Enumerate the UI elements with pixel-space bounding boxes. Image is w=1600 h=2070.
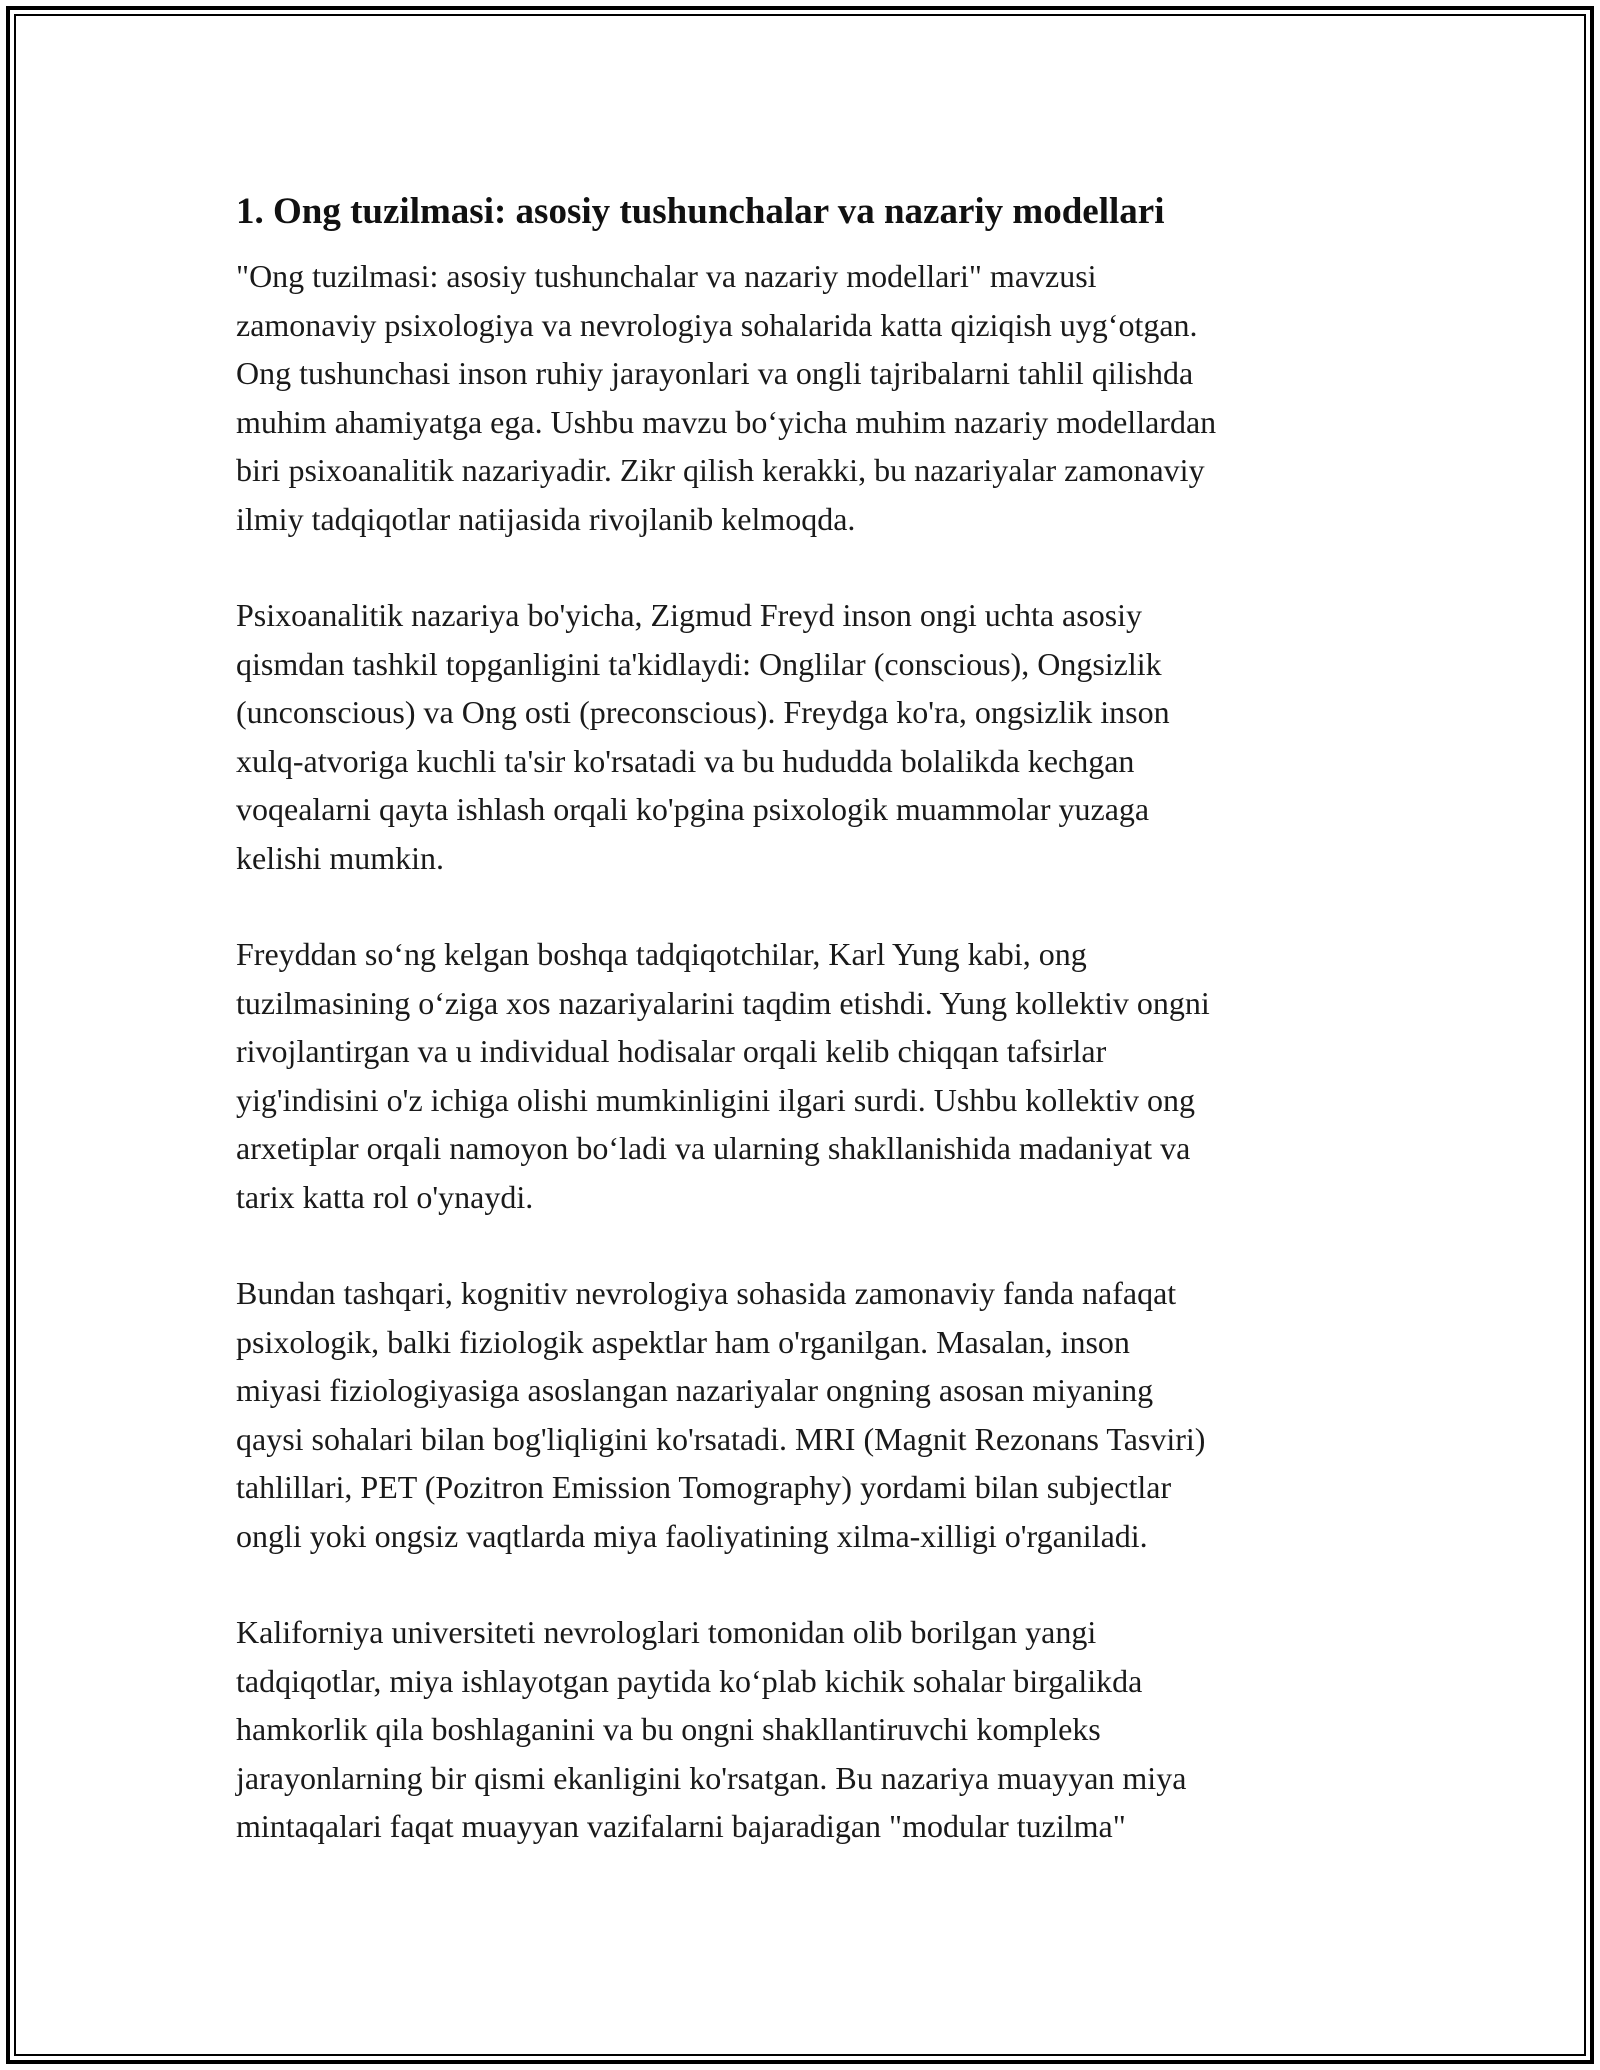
paragraph-line: rivojlantirgan va u individual hodisalar orqali kelib chiqqan tafsirlar — [236, 1033, 1107, 1069]
paragraph-line: Bundan tashqari, kognitiv nevrologiya sohasida zamonaviy fanda nafaqat — [236, 1275, 1177, 1311]
paragraph-line: "Ong tuzilmasi: asosiy tushunchalar va nazariy modellari" mavzusi — [236, 258, 1097, 294]
paragraph-line: tahlillari, PET (Pozitron Emission Tomography) yordami bilan subjectlar — [236, 1469, 1172, 1505]
paragraph-line: ilmiy tadqiqotlar natijasida rivojlanib kelmoqda. — [236, 500, 856, 537]
paragraph-line: psixologik, balki fiziologik aspektlar ham o'rganilgan. Masalan, inson — [236, 1323, 1130, 1360]
paragraph-2 — [236, 591, 1366, 882]
paragraph-line: qismdan tashkil topganligini ta'kidlaydi: Onglilar (conscious), Ongsizlik — [236, 645, 1162, 682]
paragraph-line: tarix katta rol o'ynaydi. — [236, 1178, 534, 1215]
paragraph-line: tadqiqotlar, miya ishlayotgan paytida ko‘plab kichik sohalar birgalikda — [236, 1662, 1143, 1699]
paragraph-line: muhim ahamiyatga ega. Ushbu mavzu bo‘yicha muhim nazariy modellardan — [236, 403, 1217, 440]
paragraph-line: hamkorlik qila boshlaganini va bu ongni shakllantiruvchi kompleks — [236, 1711, 1101, 1747]
paragraph-4 — [236, 1269, 1366, 1560]
paragraph-line: arxetiplar orqali namoyon bo‘ladi va ularning shakllanishida madaniyat va — [236, 1130, 1191, 1166]
paragraph-line: zamonaviy psixologiya va nevrologiya sohalarida katta qiziqish uyg‘otgan. — [236, 306, 1198, 343]
paragraph-line: Freyddan so‘ng kelgan boshqa tadqiqotchilar, Karl Yung kabi, ong — [236, 936, 1087, 972]
paragraph-line: biri psixoanalitik nazariyadir. Zikr qilish kerakki, bu nazariyalar zamonaviy — [236, 452, 1205, 488]
paragraph-line: yig'indisini o'z ichiga olishi mumkinligini ilgari surdi. Ushbu kollektiv ong — [236, 1081, 1196, 1118]
paragraph-line: xulq-atvoriga kuchli ta'sir ko'rsatadi va bu hududda bolalikda kechgan — [236, 742, 1135, 779]
document-body — [236, 186, 1366, 1899]
paragraph-line: Psixoanalitik nazariya bo'yicha, Zigmud Freyd inson ongi uchta asosiy — [236, 597, 1143, 633]
paragraph-1 — [236, 252, 1366, 543]
paragraph-line: qaysi sohalari bilan bog'liqligini ko'rsatadi. MRI (Magnit Rezonans Tasviri) — [236, 1420, 1206, 1457]
paragraph-line: miyasi fiziologiyasiga asoslangan nazariyalar ongning asosan miyaning — [236, 1372, 1154, 1408]
paragraph-line: voqealarni qayta ishlash orqali ko'pgina psixologik muammolar yuzaga — [236, 791, 1150, 827]
section-heading: 1. Ong tuzilmasi: asosiy tushunchalar va nazariy modellari — [236, 191, 1165, 232]
paragraph-line: jarayonlarning bir qismi ekanligini ko'rsatgan. Bu nazariya muayyan miya — [236, 1759, 1187, 1796]
paragraph-line: (unconscious) va Ong osti (preconscious). Freydga ko'ra, ongsizlik inson — [236, 694, 1170, 730]
paragraph-line: ongli yoki ongsiz vaqtlarda miya faoliyatining xilma-xilligi o'rganiladi. — [236, 1517, 1148, 1554]
paragraph-3 — [236, 930, 1366, 1221]
paragraph-5 — [236, 1608, 1366, 1851]
paragraph-line: kelishi mumkin. — [236, 839, 444, 876]
paragraph-line: mintaqalari faqat muayyan vazifalarni bajaradigan "modular tuzilma" — [236, 1808, 1126, 1844]
paragraph-line: Ong tushunchasi inson ruhiy jarayonlari va ongli tajribalarni tahlil qilishda — [236, 355, 1194, 391]
paragraph-line: tuzilmasining o‘ziga xos nazariyalarini taqdim etishdi. Yung kollektiv ongni — [236, 984, 1210, 1021]
paragraph-line: Kaliforniya universiteti nevrologlari tomonidan olib borilgan yangi — [236, 1614, 1097, 1650]
